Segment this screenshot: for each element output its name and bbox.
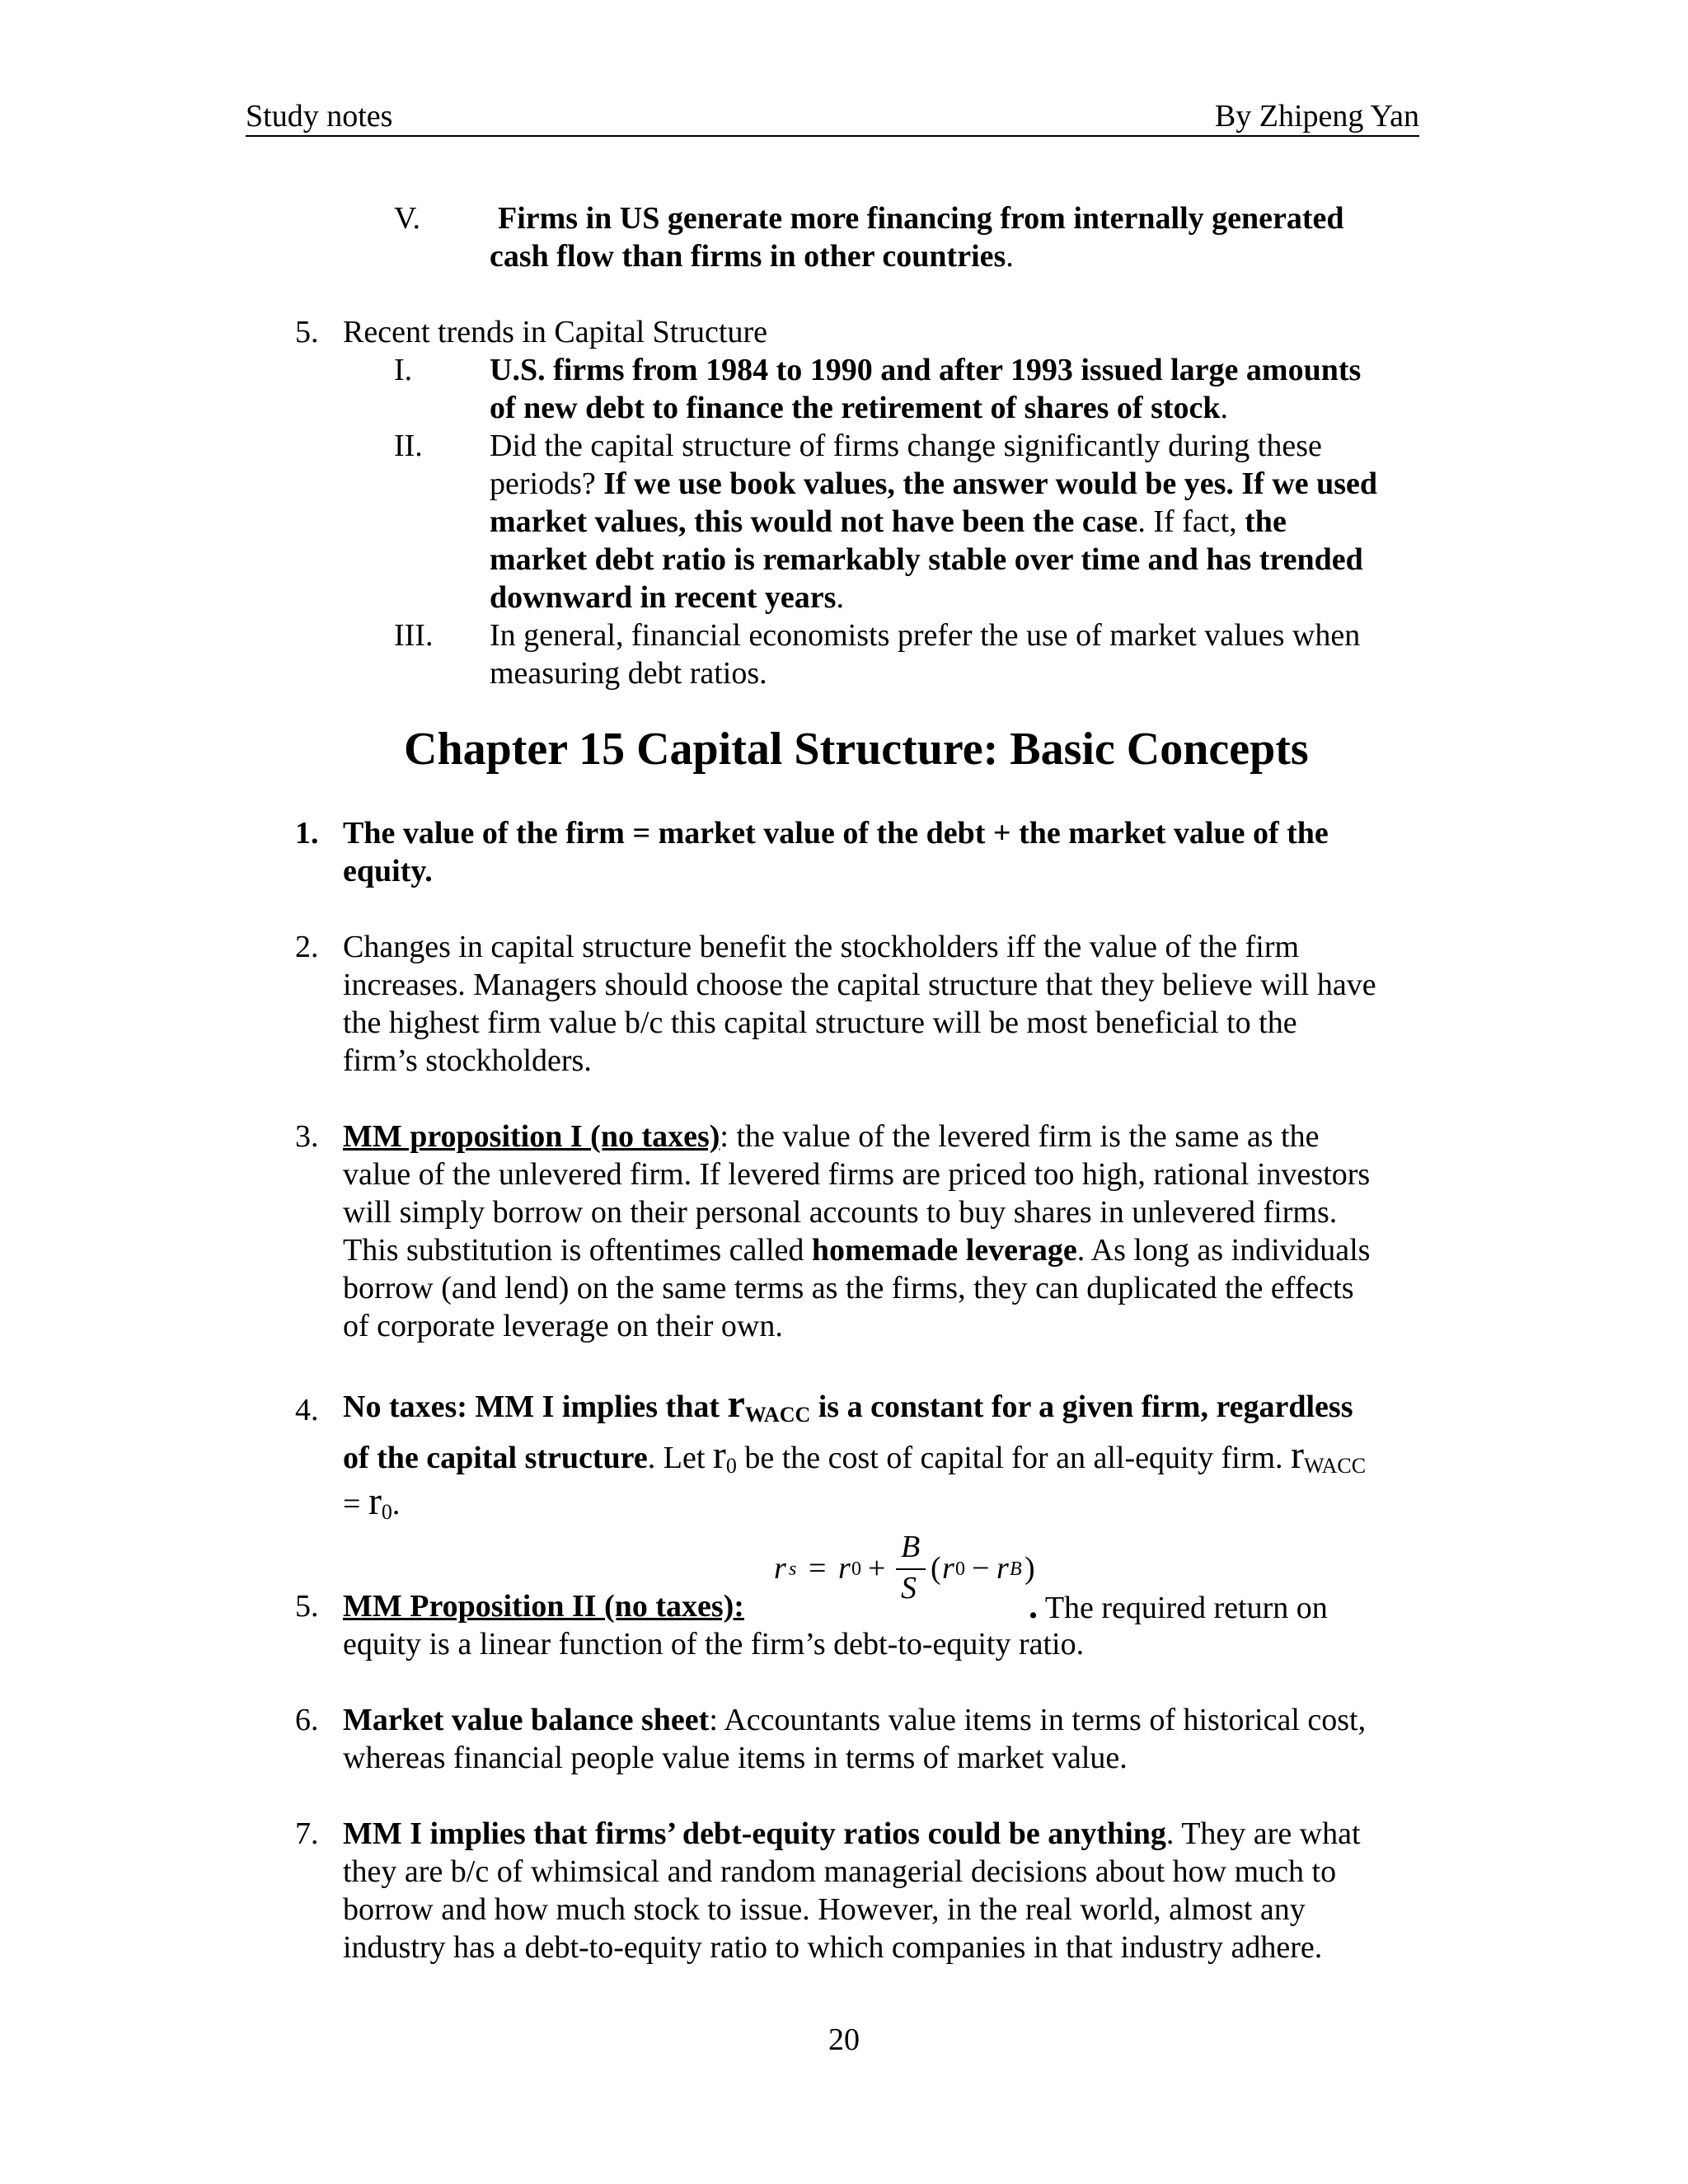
- point-6-line1: [343, 1701, 1366, 1739]
- r0-symbol-2: r: [368, 1479, 382, 1523]
- point-4-line3-a: =: [343, 1487, 368, 1521]
- trend-i-line1-bold: U.S. firms from 1984 to 1990 and after 1993 issued large amounts: [490, 353, 1362, 387]
- trend-i-line2: [490, 389, 1228, 427]
- point-7-line1: [343, 1815, 1361, 1853]
- formula-B-subscript: B: [1010, 1558, 1022, 1580]
- formula-minus: −: [972, 1551, 990, 1586]
- item-v-line1-bold: Firms in US generate more financing from internally generated: [498, 201, 1344, 236]
- trend-ii-line5-end: .: [836, 580, 844, 615]
- item-v-numeral: V.: [394, 201, 421, 236]
- trend-i-numeral: I.: [394, 353, 413, 387]
- point-1-number-text: 1.: [295, 816, 319, 851]
- formula-r0: r: [838, 1551, 851, 1586]
- point-2-line2: increases. Managers should choose the capital structure that they believe will have: [343, 968, 1376, 1002]
- point-4-line1-b: is a constant for a given firm, regardless: [810, 1390, 1353, 1424]
- trend-ii-line3: [490, 503, 1287, 541]
- point-1-line1-bold: The value of the firm = market value of the debt + the market value of the: [343, 816, 1329, 851]
- item-v-line2-end: .: [1006, 239, 1014, 274]
- trend-iii-line1: In general, financial economists prefer the use of market values when: [490, 618, 1361, 653]
- point-3-line4: [343, 1231, 1370, 1269]
- point-3-line3: will simply borrow on their personal accounts to buy shares in unlevered firms.: [343, 1195, 1338, 1230]
- trend-ii-line3-b: . If fact,: [1137, 504, 1245, 539]
- r0-subscript-2: 0: [381, 1500, 392, 1524]
- page-header: [246, 97, 1419, 137]
- point-3-line6: of corporate leverage on their own.: [343, 1309, 783, 1343]
- trend-ii-line3-c: the: [1245, 504, 1287, 539]
- point-7-line3: borrow and how much stock to issue. However, in the real world, almost any: [343, 1892, 1306, 1927]
- point-5-line1-rest: The required return on: [1044, 1591, 1328, 1625]
- trend-ii-line2: [490, 465, 1377, 503]
- trend-ii-line5-bold: downward in recent years: [490, 580, 837, 615]
- point-5-number: 5.: [295, 1589, 319, 1624]
- r-wacc-symbol-2: r: [1291, 1433, 1304, 1477]
- item-v-line1: [498, 199, 1344, 237]
- point-7-line2: they are b/c of whimsical and random managerial decisions about how much to: [343, 1854, 1337, 1889]
- r-wacc-symbol: r: [727, 1382, 745, 1426]
- trend-iii-line2: measuring debt ratios.: [490, 656, 767, 691]
- mm-proposition-1-title: MM proposition I (no taxes): [343, 1119, 720, 1154]
- trend-i-line2-bold: of new debt to finance the retirement of shares of stock: [490, 391, 1221, 425]
- point-2-number: 2.: [295, 930, 319, 964]
- point-5-title: [343, 1587, 744, 1625]
- point-7-title: MM I implies that firms’ debt-equity ratios could be anything: [343, 1816, 1166, 1851]
- point-4-line2-b: . Let: [647, 1441, 713, 1475]
- trend-ii-line4: [490, 541, 1363, 579]
- mm-proposition-2-title: MM Proposition II (no taxes):: [343, 1589, 744, 1624]
- point-6-number: 6.: [295, 1703, 319, 1737]
- point-4-line3-end: .: [392, 1487, 401, 1521]
- point-1-line2: [343, 852, 433, 890]
- trend-iii-numeral: III.: [394, 618, 434, 653]
- formula-r: r: [774, 1551, 786, 1586]
- trend-ii-line5: [490, 579, 844, 616]
- header-right-text: By Zhipeng Yan: [1214, 99, 1419, 134]
- trend-ii-line2-a: periods?: [490, 466, 604, 501]
- mm-proposition-2-formula: [771, 1510, 1035, 1605]
- point-7-number: 7.: [295, 1816, 319, 1851]
- point-4-line2-c: be the cost of capital for an all-equity firm.: [736, 1441, 1292, 1475]
- point-3-line4-a: This substitution is oftentimes called: [343, 1233, 812, 1268]
- section5-title: Recent trends in Capital Structure: [343, 315, 767, 349]
- point-1-line2-bold: equity.: [343, 854, 433, 888]
- homemade-leverage-term: homemade leverage: [811, 1233, 1077, 1268]
- formula-numerator-B: B: [901, 1530, 921, 1564]
- chapter-title: Chapter 15 Capital Structure: Basic Concepts: [404, 724, 1309, 775]
- point-3-number: 3.: [295, 1119, 319, 1154]
- formula-paren-open: (: [931, 1551, 941, 1586]
- point-4-line1-a: No taxes: MM I implies that: [343, 1390, 728, 1424]
- point-3-line4-c: . As long as individuals: [1076, 1233, 1371, 1268]
- point-4-number: 4.: [295, 1393, 319, 1427]
- r0-symbol: r: [712, 1433, 726, 1477]
- point-6-line1-rest: : Accountants value items in terms of historical cost,: [709, 1703, 1367, 1737]
- point-4-line3: [343, 1479, 400, 1535]
- formula-plus: +: [868, 1551, 886, 1586]
- formula-denominator-S: S: [901, 1571, 917, 1605]
- point-2-line3: the highest firm value b/c this capital structure will be most beneficial to the: [343, 1005, 1297, 1040]
- point-1-line1: [343, 814, 1329, 852]
- formula-r0-subscript: 0: [851, 1558, 861, 1580]
- formula-dot: .: [1029, 1586, 1038, 1626]
- point-2-line4: firm’s stockholders.: [343, 1043, 592, 1078]
- point-4-line1: [343, 1381, 1353, 1438]
- market-value-balance-sheet-term: Market value balance sheet: [343, 1703, 710, 1737]
- point-4-line2-a: of the capital structure: [343, 1441, 648, 1475]
- point-5-line1: [1029, 1587, 1328, 1627]
- formula-s-subscript: s: [789, 1558, 797, 1580]
- point-7-line4: industry has a debt-to-equity ratio to which companies in that industry adhere.: [343, 1930, 1323, 1965]
- wacc-subscript-2: WACC: [1304, 1454, 1367, 1478]
- point-5-line2: equity is a linear function of the firm’s debt-to-equity ratio.: [343, 1627, 1085, 1661]
- point-6-line2: whereas financial people value items in terms of market value.: [343, 1741, 1128, 1775]
- page-number: 20: [828, 2022, 860, 2057]
- wacc-subscript: WACC: [744, 1403, 811, 1427]
- point-3-line1: [343, 1118, 1319, 1155]
- formula-r0-2: r: [942, 1551, 954, 1586]
- section5-number: 5.: [295, 315, 319, 349]
- trend-ii-line2-b: If we use book values, the answer would be yes. If we used: [603, 466, 1378, 501]
- trend-ii-line4-bold: market debt ratio is remarkably stable over time and has trended: [490, 542, 1363, 577]
- point-7-line1-rest: . They are what: [1165, 1816, 1361, 1851]
- trend-ii-line3-a: market values, this would not have been the case: [490, 504, 1138, 539]
- formula-equals: =: [809, 1551, 827, 1586]
- formula-r0-2-subscript: 0: [955, 1558, 965, 1580]
- item-v-line2-bold: cash flow than firms in other countries: [490, 239, 1006, 274]
- r0-subscript: 0: [725, 1454, 737, 1478]
- point-3-line1-rest: : the value of the levered firm is the same as the: [720, 1119, 1320, 1154]
- trend-i-line1: [490, 351, 1361, 389]
- trend-ii-numeral: II.: [394, 429, 423, 463]
- formula-rB: r: [996, 1551, 1009, 1586]
- point-3-line2: value of the unlevered firm. If levered firms are priced too high, rational investors: [343, 1157, 1371, 1192]
- point-4-line2: [343, 1432, 1366, 1489]
- trend-ii-line1: Did the capital structure of firms change significantly during these: [490, 429, 1322, 463]
- point-1-number: [295, 814, 319, 852]
- point-3-line5: borrow (and lend) on the same terms as the firms, they can duplicated the effects: [343, 1271, 1354, 1305]
- point-2-line1: Changes in capital structure benefit the stockholders iff the value of the firm: [343, 930, 1300, 964]
- formula-paren-close: ): [1025, 1551, 1035, 1586]
- trend-i-line2-end: .: [1220, 391, 1229, 425]
- header-left-text: Study notes: [246, 99, 393, 134]
- item-v-line2: [490, 237, 1014, 275]
